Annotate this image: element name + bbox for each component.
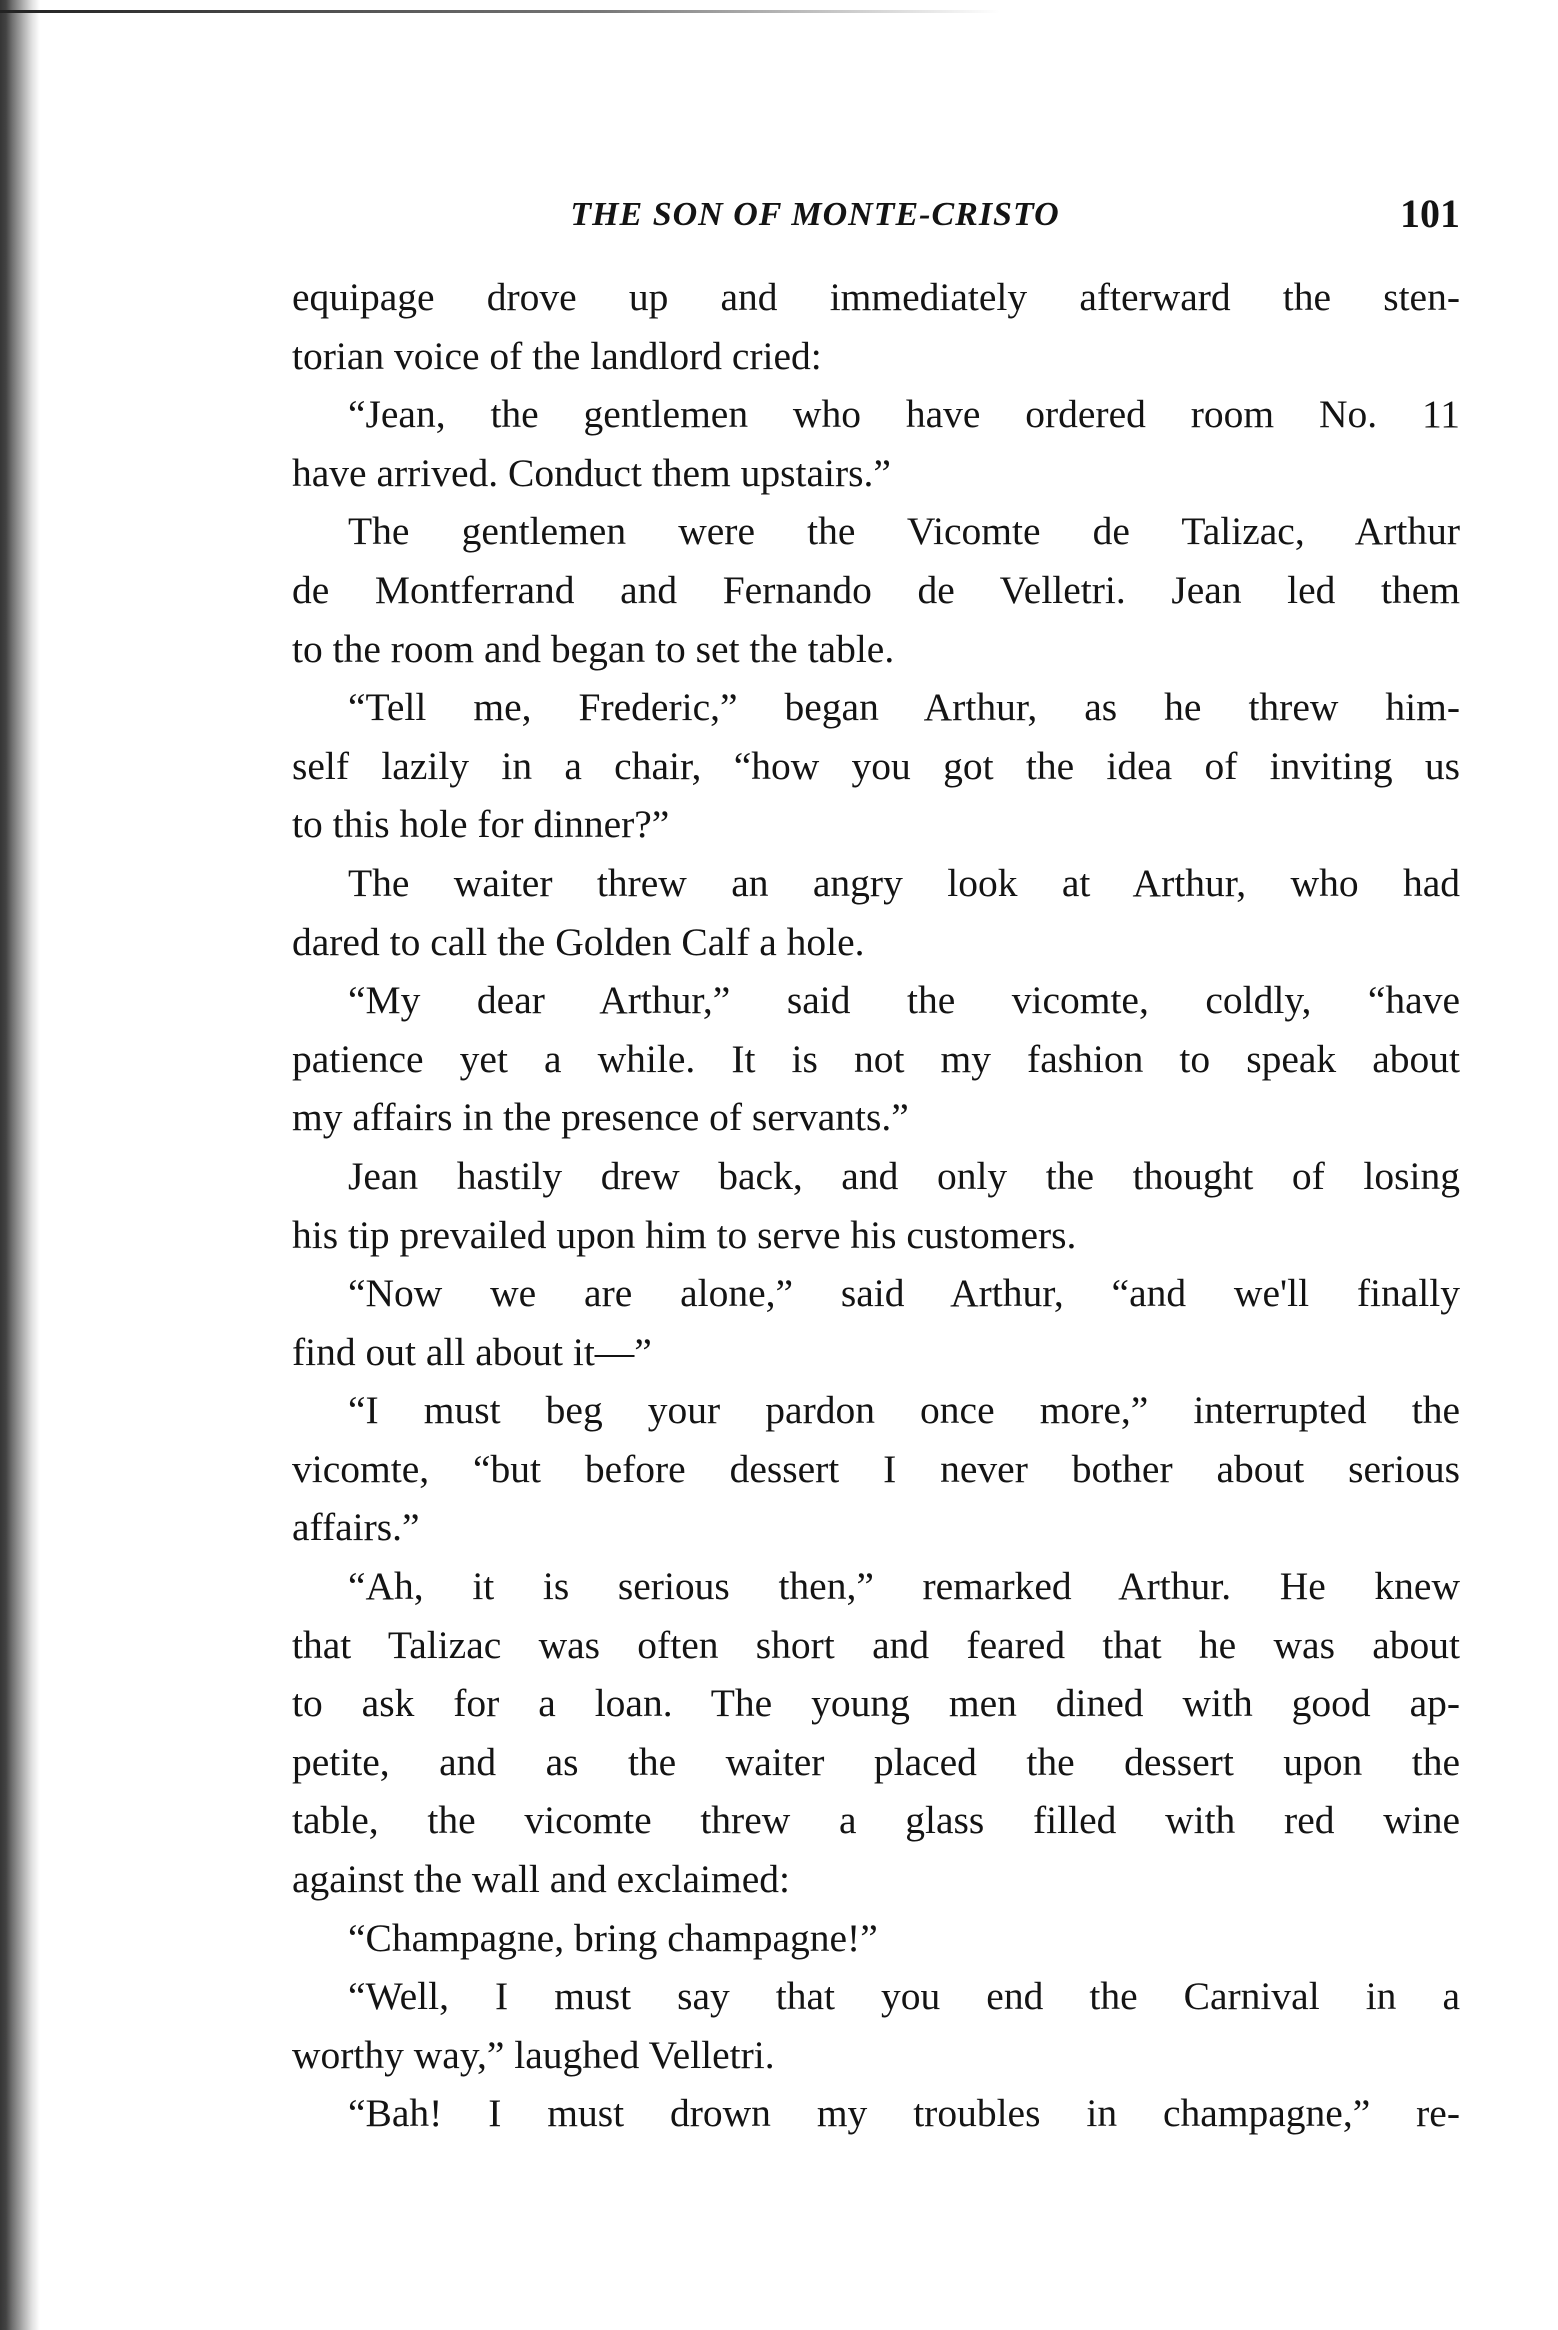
text-line: “Ah, it is serious then,” remarked Arthur. He knew [348,1564,1460,1609]
text-line: petite, and as the waiter placed the dessert upon the [292,1739,1460,1784]
text-line: de Montferrand and Fernando de Velletri. Jean led them [292,567,1460,612]
text-line: “Bah! I must drown my troubles in champagne,” re- [348,2091,1460,2136]
text-line: “Jean, the gentlemen who have ordered room No. 11 [348,392,1460,437]
text-line: torian voice of the landlord cried: [292,333,822,378]
text-line: to the room and began to set the table. [292,626,895,671]
body-text [292,268,1460,2143]
text-line: The gentlemen were the Vicomte de Talizac, Arthur [348,509,1460,554]
text-line: “Now we are alone,” said Arthur, “and we'll finally [348,1271,1460,1316]
text-line: patience yet a while. It is not my fashion to speak about [292,1036,1460,1081]
text-line: table, the vicomte threw a glass filled with red wine [292,1798,1460,1843]
text-line: “Tell me, Frederic,” began Arthur, as he threw him- [348,685,1460,730]
running-head [290,190,1460,240]
page-number: 101 [1400,191,1460,236]
text-line: dared to call the Golden Calf a hole. [292,919,865,964]
text-line: “Well, I must say that you end the Carnival in a [348,1974,1460,2019]
text-line: to ask for a loan. The young men dined with good ap- [292,1681,1460,1726]
text-line: “I must beg your pardon once more,” interrupted the [348,1388,1460,1433]
text-line: Jean hastily drew back, and only the thought of losing [348,1153,1460,1198]
text-line: affairs.” [292,1505,420,1550]
page-top-edge [0,10,1000,13]
text-line: that Talizac was often short and feared that he was about [292,1622,1460,1667]
text-line: self lazily in a chair, “how you got the idea of inviting us [292,743,1460,788]
text-line: equipage drove up and immediately afterward the sten- [292,275,1460,319]
text-line: to this hole for dinner?” [292,802,670,847]
text-line: “Champagne, bring champagne!” [348,1915,878,1960]
text-line: find out all about it—” [292,1329,652,1374]
text-line: my affairs in the presence of servants.” [292,1095,909,1140]
text-line: against the wall and exclaimed: [292,1857,790,1902]
text-line: vicomte, “but before dessert I never bother about serious [292,1446,1460,1491]
page-binding-shadow [0,0,40,2330]
text-line: The waiter threw an angry look at Arthur, who had [348,860,1460,905]
running-title: THE SON OF MONTE-CRISTO [570,196,1060,233]
text-line: his tip prevailed upon him to serve his customers. [292,1212,1077,1257]
text-line: “My dear Arthur,” said the vicomte, coldly, “have [348,978,1460,1023]
text-line: worthy way,” laughed Velletri. [292,2032,775,2077]
text-line: have arrived. Conduct them upstairs.” [292,450,891,495]
